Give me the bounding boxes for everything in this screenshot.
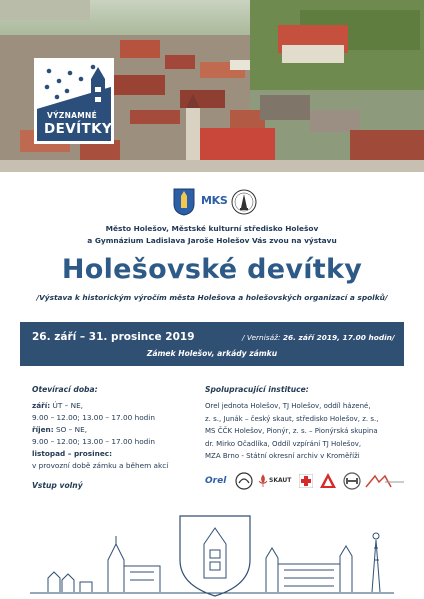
september-hours: 9.00 – 12.00; 13.00 – 17.00 hodin xyxy=(32,413,155,422)
logo-subtitle: VÝZNAMNÉ xyxy=(47,111,98,120)
partners-line-4: dr. Mirko Očadlíka, Oddíl vzpírání TJ Holešov, xyxy=(205,439,362,448)
september-label: září: xyxy=(32,401,51,410)
partners-line-5: MZA Brno - Státní okresní archiv v Kroměříži xyxy=(205,452,360,461)
orel-logo: Orel xyxy=(205,476,227,486)
partners-header: Spolupracující instituce: xyxy=(205,385,309,394)
organizers-line-1: Město Holešov, Městské kulturní středisko Holešov xyxy=(105,224,319,233)
organizers-line-2: a Gymnázium Ladislava Jaroše Holešov Vás zvou na výstavu xyxy=(87,235,337,245)
october-days xyxy=(32,424,212,436)
partners-line-3: MS ČČK Holešov, Pionýr, z. s. – Pionýrská skupina xyxy=(205,427,378,436)
logo-title: DEVÍTKY xyxy=(44,121,113,137)
partners-line-1: Orel jednota Holešov, TJ Holešov, oddíl házené, xyxy=(205,402,371,411)
vyznamne-devitky-logo xyxy=(34,58,114,144)
tj-holesov-icon xyxy=(235,472,253,490)
organizers-text xyxy=(0,223,424,246)
dates-band xyxy=(20,322,404,366)
partner-institutions xyxy=(205,384,410,462)
october-hours: 9.00 – 12.00; 13.00 – 17.00 hodin xyxy=(32,437,155,446)
october-days-text: SO – NE, xyxy=(53,425,88,434)
venue: Zámek Holešov, arkády zámku xyxy=(146,349,278,358)
pionyr-icon xyxy=(319,472,337,490)
gymnazium-seal-icon xyxy=(231,188,257,216)
weightlifting-club-icon xyxy=(343,472,361,490)
mks-logo: MKS xyxy=(201,194,228,207)
free-entry: Vstup volný xyxy=(32,481,83,490)
exhibition-title: Holešovské devítky xyxy=(61,254,363,285)
opening-hours-header: Otevírací doba: xyxy=(32,385,98,394)
partners-line-2: z. s., Junák – český skaut, středisko Holešov, z. s., xyxy=(205,414,379,423)
november-december-label: listopad – prosinec: xyxy=(32,449,113,458)
holesov-coat-of-arms-icon xyxy=(173,188,195,216)
skaut-logo: SKAUT xyxy=(269,477,292,484)
opening-hours xyxy=(32,384,212,492)
september-days-text: ÚT – NE, xyxy=(50,401,83,410)
partner-logos xyxy=(205,472,410,494)
skaut-lily-icon xyxy=(257,474,269,488)
red-cross-icon xyxy=(299,474,313,488)
vernisage-label: / Vernisáž: xyxy=(242,333,283,342)
exhibition-subtitle: /Výstava k historickým výročím města Holešova a holešovských organizací a spolků/ xyxy=(36,293,388,302)
exhibition-dates: 26. září – 31. prosince 2019 xyxy=(32,331,195,343)
mza-archive-icon xyxy=(365,474,405,488)
vernisage-info xyxy=(242,333,395,342)
november-december-text: v provozní době zámku a během akcí xyxy=(32,461,169,470)
town-skyline-illustration xyxy=(0,500,424,599)
sponsor-logos xyxy=(0,188,424,218)
vernisage-value: 26. září 2019, 17.00 hodin/ xyxy=(282,333,395,342)
september-days xyxy=(32,400,212,412)
october-label: říjen: xyxy=(32,425,54,434)
